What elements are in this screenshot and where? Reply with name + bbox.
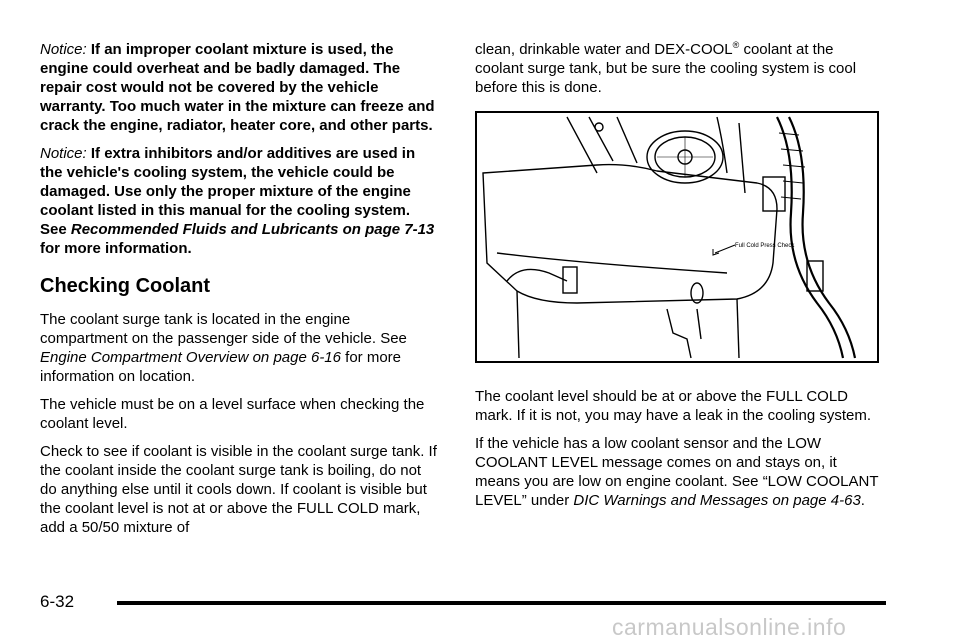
paragraph-low-coolant-text-b: . [860,492,865,509]
coolant-surge-tank-illustration [475,111,879,363]
paragraph-low-coolant-sensor [475,434,885,510]
notice-1-label: Notice: [40,41,87,58]
right-column [475,40,885,519]
paragraph-continued-text-b: coolant at the coolant surge tank, but be sure the cooling system is cool before this is done. [475,41,857,96]
notice-2-text-b: for more information. [40,240,192,257]
notice-2-text-a: If extra inhibitors and/or additives are used in the vehicle's cooling system, the vehicle could be damaged. Use only the proper mixture of the engine coolant listed in this manual for the cooling system. See [40,145,416,238]
engine-compartment-reference-link[interactable]: Engine Compartment Overview on page 6‑16 [40,349,341,366]
paragraph-level-surface: The vehicle must be on a level surface when checking the coolant level. [40,396,425,432]
footer-rule [117,601,886,605]
figure-callout-label: Full Cold Press Check [735,243,795,249]
paragraph-continued [475,40,885,97]
paragraph-continued-text-a: clean, drinkable water and DEX-COOL [475,41,733,58]
paragraph-location [40,310,440,386]
paragraph-low-coolant-text-a: If the vehicle has a low coolant sensor and the LOW COOLANT LEVEL message comes on and stays on, it means you are low on engine coolant. See “LOW COOLANT LEVEL” under [475,435,879,509]
dic-warnings-reference-link[interactable]: DIC Warnings and Messages on page 4‑63 [573,492,861,509]
notice-2 [40,144,440,258]
notice-1-text: If an improper coolant mixture is used, the engine could overheat and be badly damaged. The repair cost would not be covered by the vehicle warranty. Too much water in the mixture can freeze and crack the engine, radiator, heater core, and other parts. [40,41,435,134]
notice-2-label: Notice: [40,145,87,162]
section-heading: Checking Coolant [40,275,211,297]
paragraph-full-cold-mark: The coolant level should be at or above the FULL COLD mark. If it is not, you may have a leak in the cooling system. [475,388,872,424]
paragraph-location-text-b: for more information on location. [40,349,402,385]
left-column [40,40,440,546]
page-number: 6-32 [40,592,75,611]
notice-1 [40,40,440,135]
notice-2-reference-link[interactable]: Recommended Fluids and Lubricants on page 7‑13 [70,221,435,238]
paragraph-location-text-a: The coolant surge tank is located in the engine compartment on the passenger side of the vehicle. See [40,311,407,347]
engine-line-drawing [477,113,877,361]
registered-mark: ® [732,40,740,50]
watermark: carmanualsonline.info [612,614,847,640]
paragraph-check-coolant: Check to see if coolant is visible in the coolant surge tank. If the coolant inside the coolant surge tank is boiling, do not do anything else until it cools down. If coolant is visible but the coolant level is not at or above the FULL COLD mark, add a 50/50 mixture of [40,443,437,536]
